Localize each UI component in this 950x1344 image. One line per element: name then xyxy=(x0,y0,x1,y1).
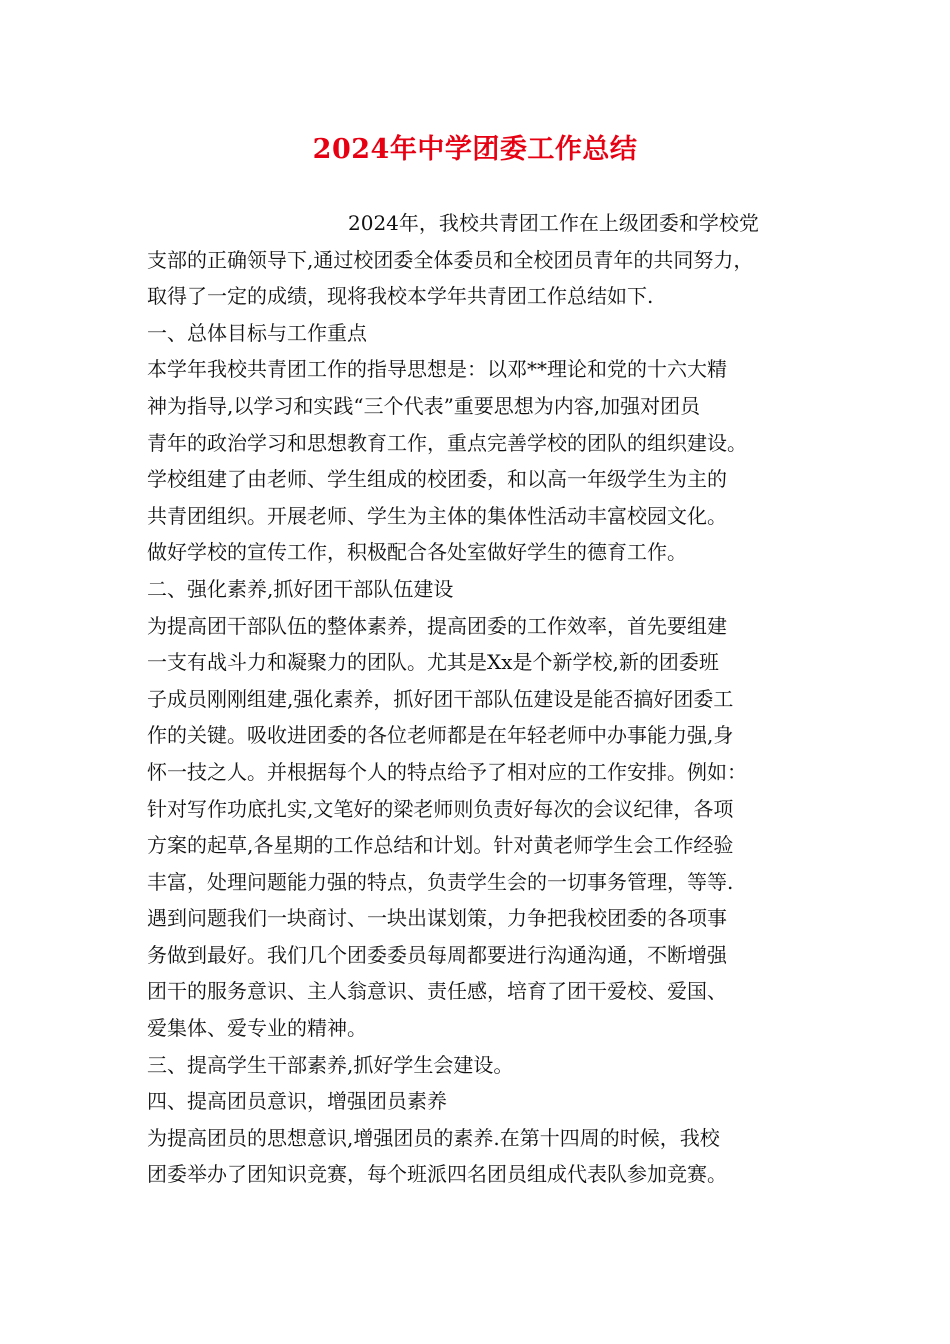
paragraph-line: 青年的政治学习和思想教育工作，重点完善学校的团队的组织建设。 xyxy=(147,430,747,455)
paragraph-line: 做好学校的宣传工作，积极配合各处室做好学生的德育工作。 xyxy=(147,540,687,565)
document-title: 2024年中学团委工作总结 xyxy=(312,134,638,165)
paragraph-line: 团干的服务意识、主人翁意识、责任感，培育了团干爱校、爱国、 xyxy=(147,979,727,1004)
paragraph-line: 团委举办了团知识竞赛，每个班派四名团员组成代表队参加竞赛。 xyxy=(147,1162,727,1187)
paragraph-line: 子成员刚刚组建,强化素养，抓好团干部队伍建设是能否搞好团委工 xyxy=(147,686,734,711)
section-heading: 一、总体目标与工作重点 xyxy=(147,320,367,345)
section-heading: 四、提高团员意识，增强团员素养 xyxy=(147,1089,447,1114)
paragraph-line: 本学年我校共青团工作的指导思想是：以邓**理论和党的十六大精 xyxy=(147,357,727,382)
section-heading: 二、强化素养,抓好团干部队伍建设 xyxy=(147,576,454,601)
paragraph-line: 怀一技之人。并根据每个人的特点给予了相对应的工作安排。例如： xyxy=(147,759,747,784)
paragraph-line: 爱集体、爱专业的精神。 xyxy=(147,1016,367,1041)
paragraph-line: 遇到问题我们一块商讨、一块出谋划策，力争把我校团委的各项事 xyxy=(147,906,727,931)
paragraph-line: 针对写作功底扎实,文笔好的梁老师则负责好每次的会议纪律，各项 xyxy=(147,796,734,821)
paragraph-line: 务做到最好。我们几个团委委员每周都要进行沟通沟通，不断增强 xyxy=(147,942,727,967)
paragraph-line: 取得了一定的成绩，现将我校本学年共青团工作总结如下. xyxy=(147,284,654,309)
paragraph-line: 一支有战斗力和凝聚力的团队。尤其是Xx是个新学校,新的团委班 xyxy=(147,650,719,675)
paragraph-line: 为提高团干部队伍的整体素养，提高团委的工作效率，首先要组建 xyxy=(147,613,727,638)
paragraph-line: 丰富，处理问题能力强的特点，负责学生会的一切事务管理，等等. xyxy=(147,869,734,894)
paragraph-line: 方案的起草,各星期的工作总结和计划。针对黄老师学生会工作经验 xyxy=(147,833,734,858)
paragraph-line: 神为指导,以学习和实践“三个代表”重要思想为内容,加强对团员 xyxy=(147,393,701,418)
paragraph-line: 2024年，我校共青团工作在上级团委和学校党 xyxy=(348,211,759,235)
paragraph-line: 作的关键。吸收进团委的各位老师都是在年轻老师中办事能力强,身 xyxy=(147,723,734,748)
paragraph-line: 支部的正确领导下,通过校团委全体委员和全校团员青年的共同努力， xyxy=(147,247,754,272)
paragraph-line: 为提高团员的思想意识,增强团员的素养.在第十四周的时候，我校 xyxy=(147,1125,720,1150)
section-heading: 三、提高学生干部素养,抓好学生会建设。 xyxy=(147,1052,514,1077)
document-body xyxy=(147,205,817,1193)
paragraph-line: 学校组建了由老师、学生组成的校团委，和以高一年级学生为主的 xyxy=(147,467,727,492)
paragraph-line: 共青团组织。开展老师、学生为主体的集体性活动丰富校园文化。 xyxy=(147,503,727,528)
